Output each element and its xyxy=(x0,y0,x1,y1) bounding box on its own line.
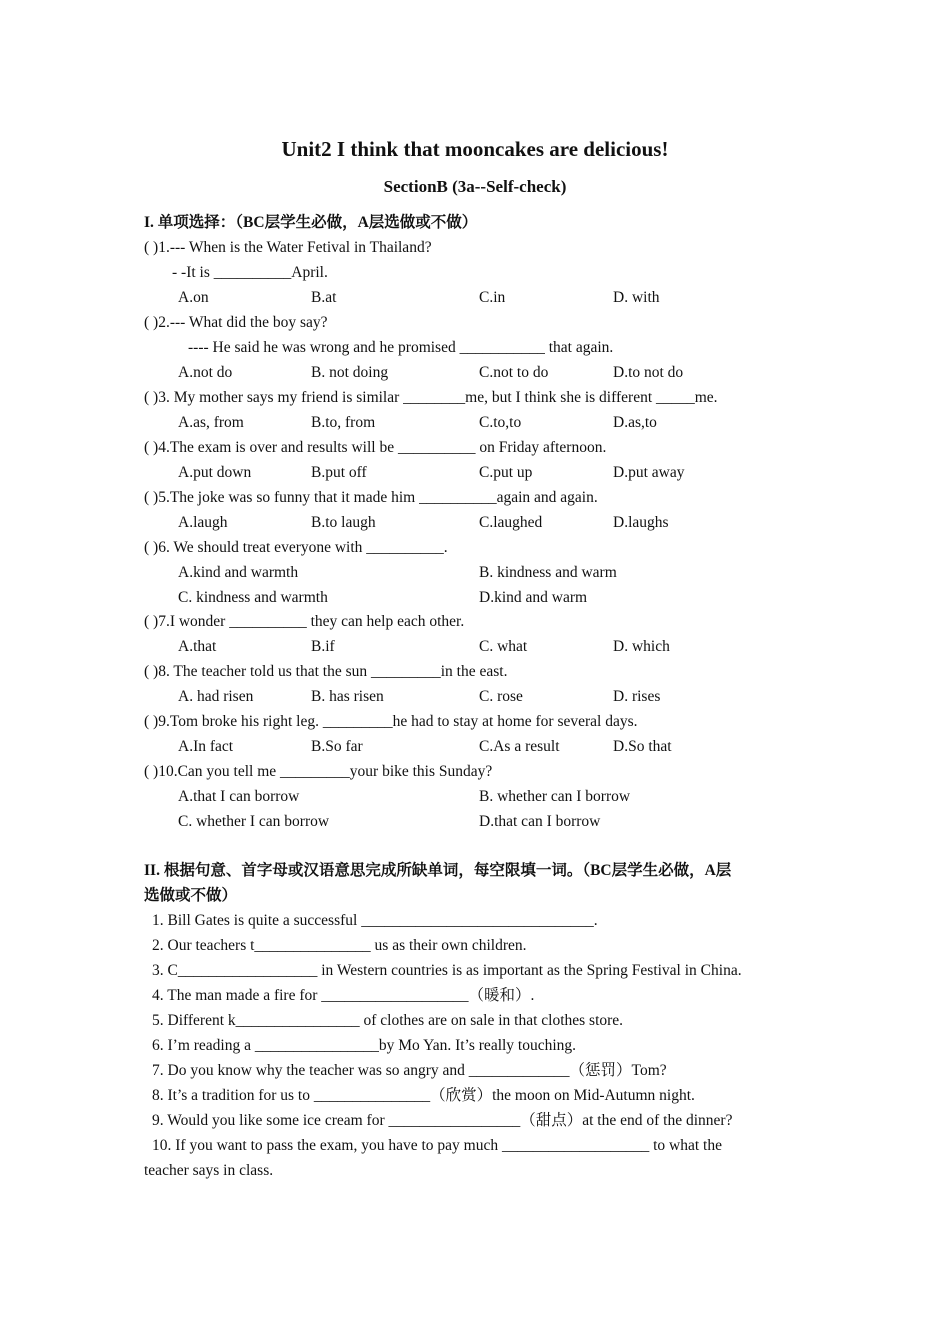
option-a: A.put down xyxy=(178,464,252,481)
question-stem: ( )10.Can you tell me _________your bike this Sunday? xyxy=(144,763,493,780)
option-d: D.So that xyxy=(613,738,672,755)
option-b: B.put off xyxy=(311,464,367,481)
option-c: C.put up xyxy=(479,464,533,481)
option-a: A.In fact xyxy=(178,738,234,755)
option-a: A.laugh xyxy=(178,514,228,531)
option-b: B. not doing xyxy=(311,364,389,381)
option-d: D.as,to xyxy=(613,414,657,431)
question-stem: ( )6. We should treat everyone with __________. xyxy=(144,539,448,556)
option-c: C. kindness and warmth xyxy=(178,589,328,606)
option-b: B.if xyxy=(311,638,335,655)
option-c: C. rose xyxy=(479,688,523,705)
question-sub: ---- He said he was wrong and he promised ___________ that again. xyxy=(188,339,614,356)
option-a: A.as, from xyxy=(178,414,244,431)
option-c: C. what xyxy=(479,638,528,655)
fill-item: 2. Our teachers t_______________ us as their own children. xyxy=(152,937,527,954)
section2-heading: II. 根据句意、首字母或汉语意思完成所缺单词，每空限填一词。（BC层学生必做，A层 xyxy=(144,862,732,879)
question-stem: ( )4.The exam is over and results will be __________ on Friday afternoon. xyxy=(144,439,607,456)
section1-heading: I. 单项选择：（BC层学生必做，A层选做或不做） xyxy=(144,214,478,231)
option-a: A.not do xyxy=(178,364,233,381)
fill-item: 6. I’m reading a ________________by Mo Yan. It’s really touching. xyxy=(152,1037,577,1054)
question-stem: ( )7.I wonder __________ they can help each other. xyxy=(144,613,465,630)
option-a: A. had risen xyxy=(178,688,254,705)
option-c: C.in xyxy=(479,289,506,306)
fill-item: 4. The man made a fire for ___________________（暖和）. xyxy=(152,987,535,1004)
page-title: Unit2 I think that mooncakes are delicious! xyxy=(281,137,669,161)
option-d: D. rises xyxy=(613,688,661,705)
option-d: D.kind and warm xyxy=(479,589,588,606)
option-b: B.So far xyxy=(311,738,363,755)
option-a: A.on xyxy=(178,289,209,306)
page-subtitle: SectionB (3a--Self-check) xyxy=(383,177,567,196)
option-d: D.to not do xyxy=(613,364,684,381)
fill-item: 7. Do you know why the teacher was so angry and _____________（惩罚）Tom? xyxy=(152,1062,667,1079)
option-c: C.laughed xyxy=(479,514,543,531)
section2-heading-cont: 选做或不做） xyxy=(144,887,238,904)
option-b: B. whether can I borrow xyxy=(479,788,631,805)
option-d: D.laughs xyxy=(613,514,669,531)
option-b: B.to, from xyxy=(311,414,376,431)
fill-item-cont: teacher says in class. xyxy=(144,1162,274,1179)
option-a: A.kind and warmth xyxy=(178,564,299,581)
option-d: D. with xyxy=(613,289,660,306)
question-stem: ( )1.--- When is the Water Fetival in Thailand? xyxy=(144,239,432,256)
option-a: A.that I can borrow xyxy=(178,788,300,805)
option-b: B. has risen xyxy=(311,688,384,705)
option-d: D.that can I borrow xyxy=(479,813,601,830)
option-c: C.As a result xyxy=(479,738,560,755)
option-c: C. whether I can borrow xyxy=(178,813,330,830)
option-c: C.not to do xyxy=(479,364,549,381)
fill-item: 5. Different k________________ of clothes are on sale in that clothes store. xyxy=(152,1012,624,1029)
option-a: A.that xyxy=(178,638,217,655)
fill-item: 10. If you want to pass the exam, you have to pay much ___________________ to what the xyxy=(152,1137,722,1154)
question-stem: ( )3. My mother says my friend is similar ________me, but I think she is different _____me. xyxy=(144,389,718,406)
option-b: B.at xyxy=(311,289,337,306)
fill-item: 9. Would you like some ice cream for _________________（甜点）at the end of the dinner? xyxy=(152,1112,733,1129)
option-d: D. which xyxy=(613,638,670,655)
fill-item: 8. It’s a tradition for us to _______________（欣赏）the moon on Mid-Autumn night. xyxy=(152,1087,695,1104)
option-b: B. kindness and warm xyxy=(479,564,617,581)
question-stem: ( )8. The teacher told us that the sun _________in the east. xyxy=(144,663,508,680)
fill-item: 1. Bill Gates is quite a successful ______________________________. xyxy=(152,912,598,929)
question-sub: - -It is __________April. xyxy=(172,264,328,281)
option-d: D.put away xyxy=(613,464,685,481)
option-b: B.to laugh xyxy=(311,514,376,531)
question-stem: ( )2.--- What did the boy say? xyxy=(144,314,328,331)
question-stem: ( )9.Tom broke his right leg. _________he had to stay at home for several days. xyxy=(144,713,638,730)
fill-item: 3. C__________________ in Western countries is as important as the Spring Festival in China. xyxy=(152,962,742,979)
question-stem: ( )5.The joke was so funny that it made him __________again and again. xyxy=(144,489,598,506)
option-c: C.to,to xyxy=(479,414,522,431)
